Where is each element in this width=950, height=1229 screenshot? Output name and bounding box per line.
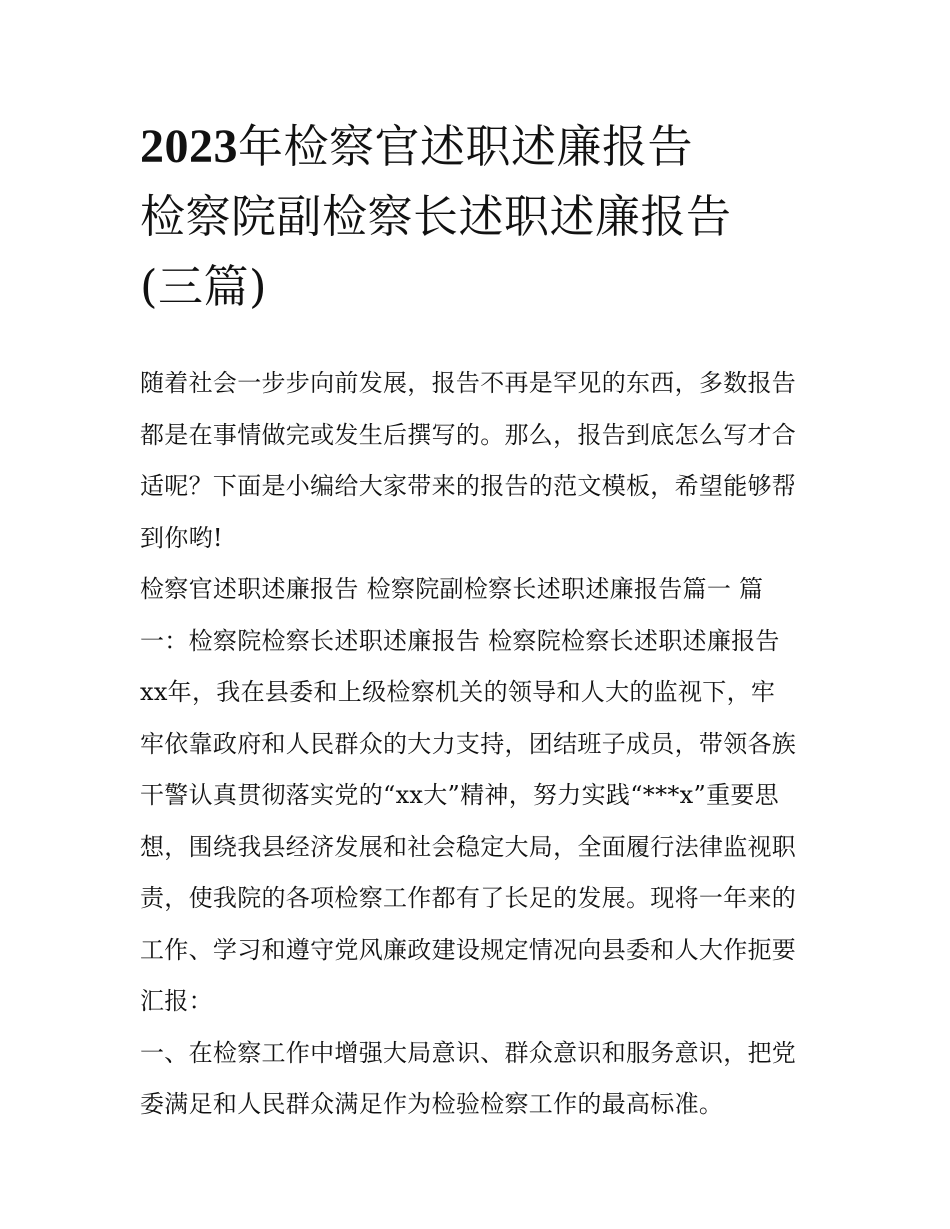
body-line: 一、在检察工作中增强大局意识、群众意识和服务意识，把党 xyxy=(140,1038,797,1067)
title-line-3: (三篇) xyxy=(140,260,268,313)
title-line-1 xyxy=(140,112,820,182)
body-line: 干警认真贯彻落实党的“xx大”精神，努力实践“***x”重要思 xyxy=(140,781,779,809)
body-line: 都是在事情做完或发生后撰写的。那么，报告到底怎么写才合 xyxy=(140,420,797,449)
body-line: 一：检察院检察长述职述廉报告 检察院检察长述职述廉报告 xyxy=(140,626,780,655)
body-line: xx年，我在县委和上级检察机关的领导和人大的监视下，牢 xyxy=(140,678,776,706)
title-line-1-text: 年检察官述职述廉报告 xyxy=(238,120,694,173)
body-line: 工作、学习和遵守党风廉政建设规定情况向县委和人大作扼要 xyxy=(140,935,797,964)
body-line: 到你哟! xyxy=(140,523,223,552)
body-line: 汇报： xyxy=(140,987,213,1015)
body-line: 委满足和人民群众满足作为检验检察工作的最高标准。 xyxy=(140,1090,724,1118)
document-title xyxy=(140,112,820,322)
body-line: 想，围绕我县经济发展和社会稳定大局，全面履行法律监视职 xyxy=(140,832,797,861)
body-line: 牢依靠政府和人民群众的大力支持，团结班子成员，带领各族 xyxy=(140,729,797,758)
title-year: 2023 xyxy=(140,120,238,173)
title-line-2: 检察院副检察长述职述廉报告 xyxy=(140,190,732,243)
body-line: 检察官述职述廉报告 检察院副检察长述职述廉报告篇一 篇 xyxy=(140,575,764,603)
document-body xyxy=(140,358,820,1131)
body-line: 适呢？下面是小编给大家带来的报告的范文模板，希望能够帮 xyxy=(140,472,797,500)
body-line: 责，使我院的各项检察工作都有了长足的发展。现将一年来的 xyxy=(140,884,797,912)
body-line: 随着社会一步步向前发展，报告不再是罕见的东西，多数报告 xyxy=(140,369,797,397)
